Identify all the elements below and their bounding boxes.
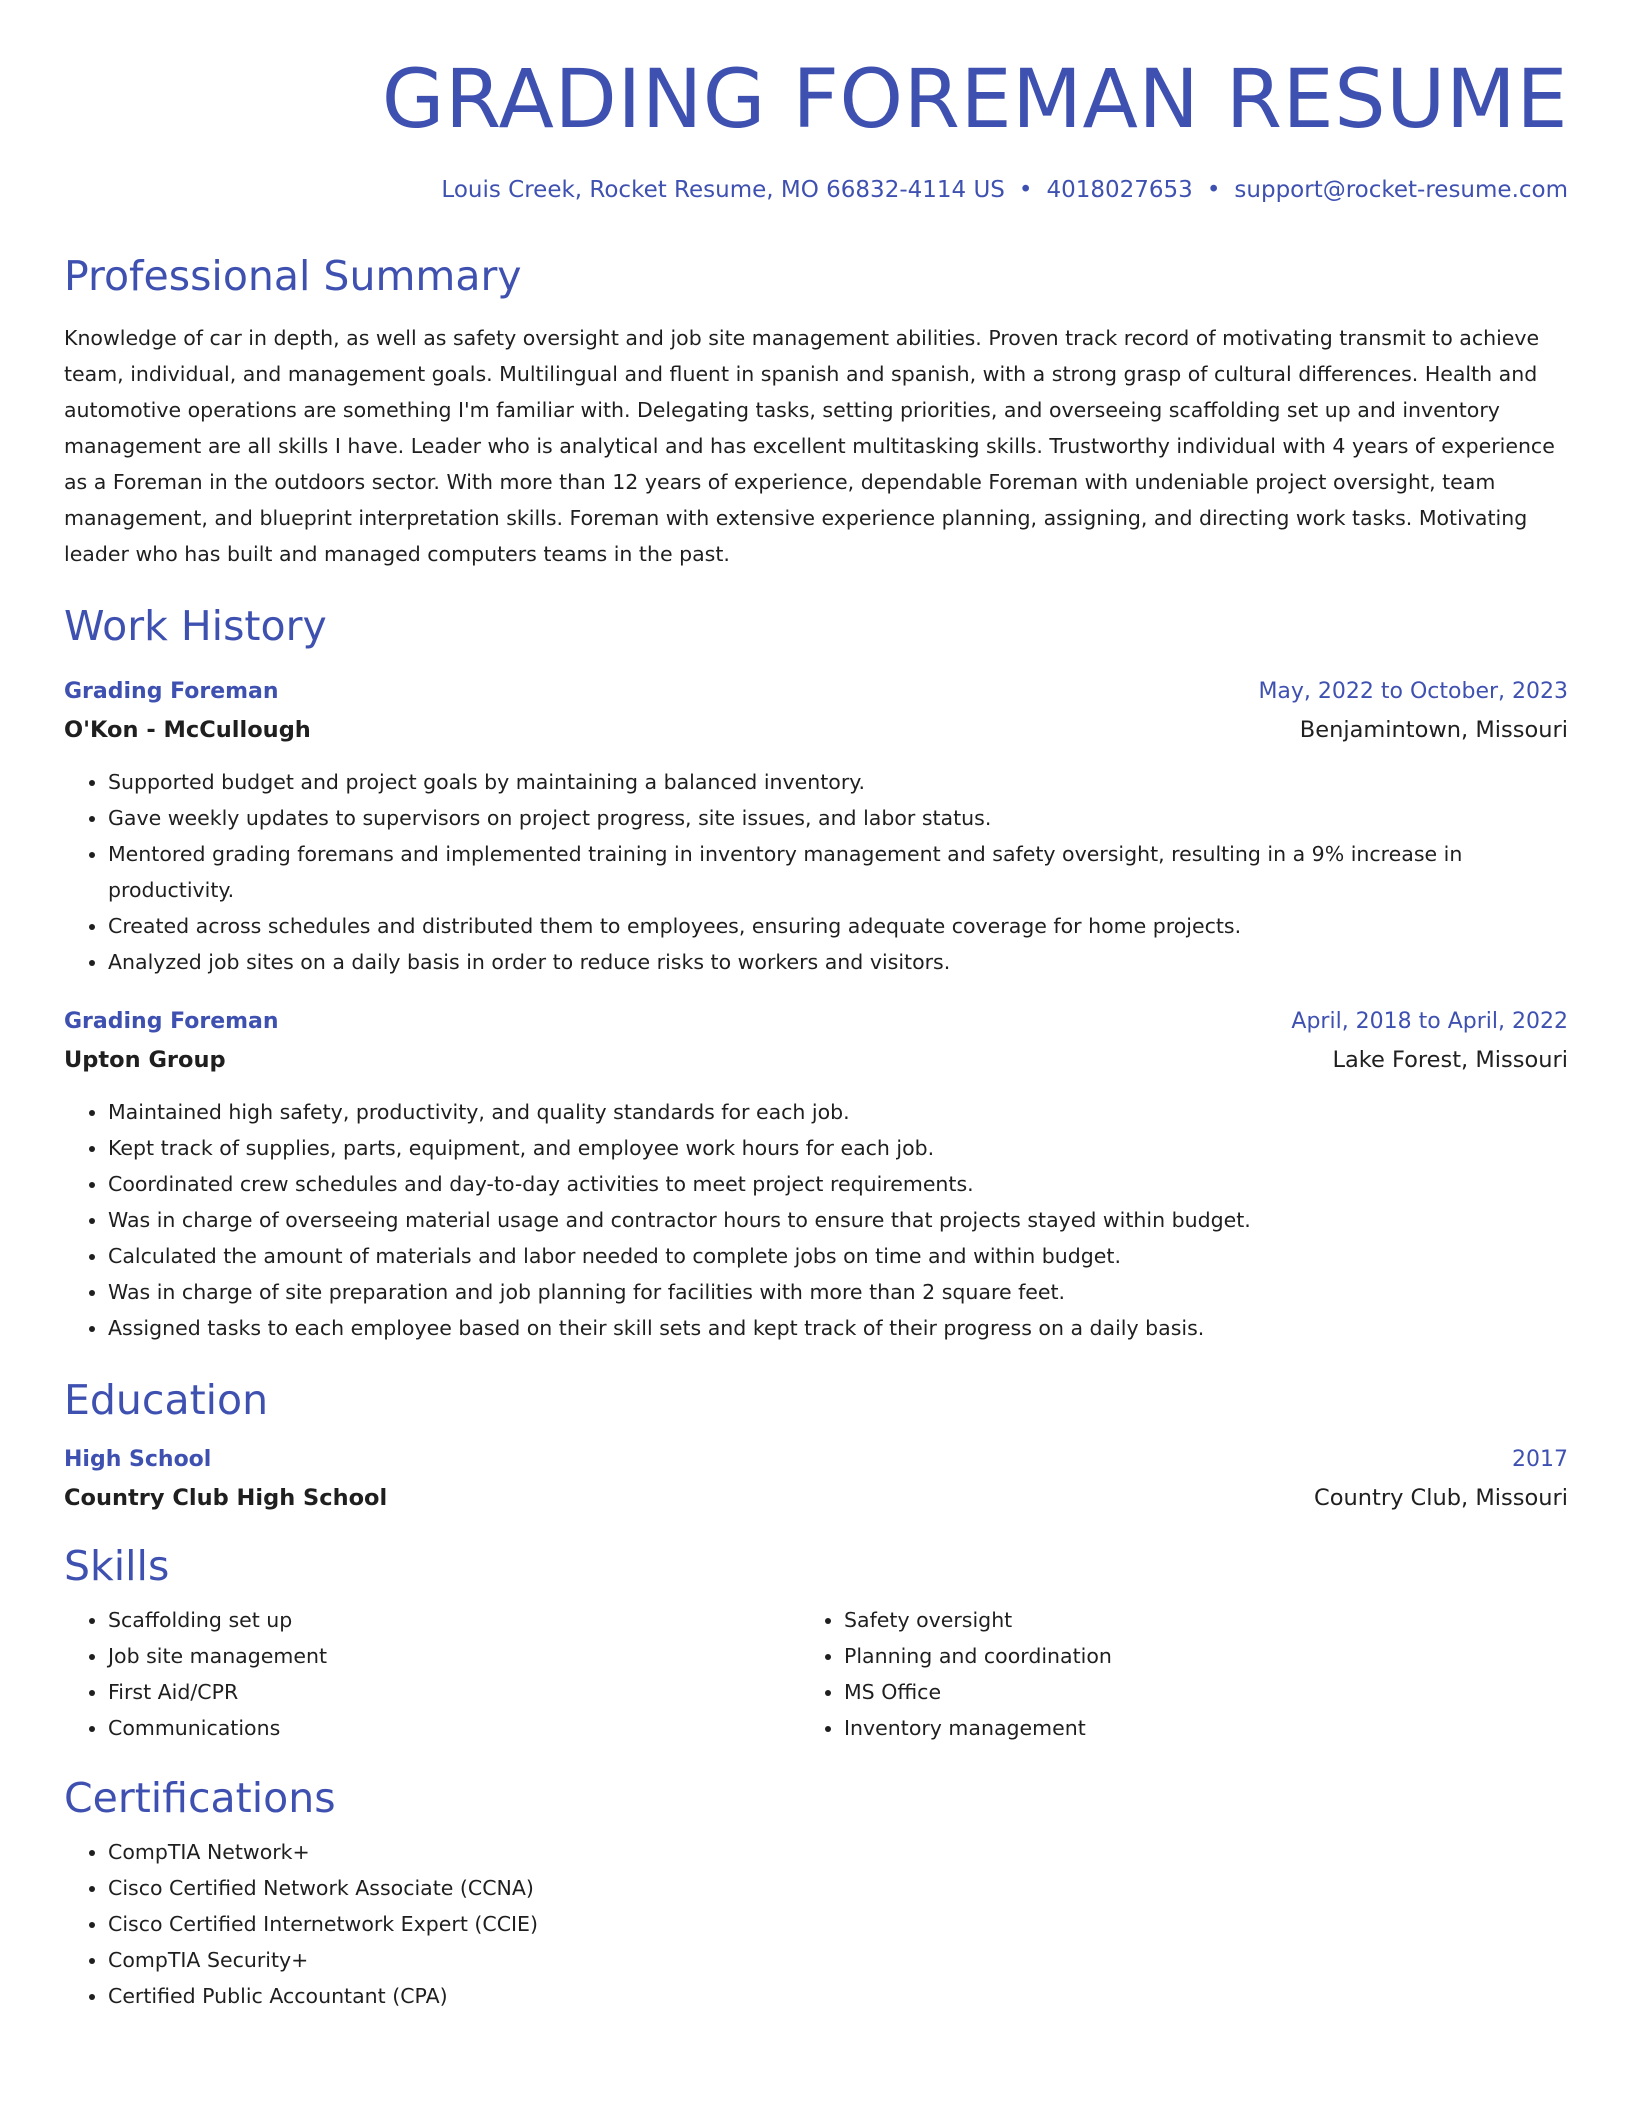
job-title: Grading Foreman — [64, 1009, 279, 1034]
separator-dot: • — [1206, 177, 1221, 203]
contact-line — [64, 174, 1568, 206]
skill-item: • Job site management — [108, 1638, 800, 1674]
section-heading-education: Education — [64, 1376, 269, 1424]
job-bullet: • Was in charge of overseeing material usage and contractor hours to ensure that projects stayed within budget. — [108, 1202, 1568, 1238]
skills-column-right — [800, 1602, 1536, 1746]
section-heading-skills: Skills — [64, 1542, 170, 1590]
skill-item: • First Aid/CPR — [108, 1674, 800, 1710]
job-bullets — [64, 1094, 1568, 1346]
contact-address: Louis Creek, Rocket Resume, MO 66832-4114 US — [441, 177, 1005, 203]
skills-list — [64, 1602, 1568, 1746]
job-entry — [64, 674, 1568, 980]
job-header-row — [64, 674, 1568, 710]
job-location: Benjamintown, Missouri — [1299, 717, 1568, 743]
resume-title: GRADING FOREMAN RESUME — [381, 53, 1568, 147]
job-bullet: • Maintained high safety, productivity, and quality standards for each job. — [108, 1094, 1568, 1130]
job-dates: April, 2018 to April, 2022 — [1291, 1009, 1568, 1034]
education-year: 2017 — [1512, 1447, 1568, 1472]
job-location: Lake Forest, Missouri — [1332, 1047, 1568, 1073]
skills-column-left — [64, 1602, 800, 1746]
certification-item: • CompTIA Network+ — [108, 1834, 1568, 1870]
education-header-row — [64, 1442, 1568, 1478]
certification-item: • Cisco Certified Internetwork Expert (CCIE) — [108, 1906, 1568, 1942]
certifications-list — [64, 1834, 1568, 2014]
section-heading-certifications: Certifications — [64, 1774, 336, 1822]
job-bullet: • Created across schedules and distributed them to employees, ensuring adequate coverage for home projects. — [108, 908, 1568, 944]
education-degree: High School — [64, 1447, 212, 1472]
education-school: Country Club High School — [64, 1485, 388, 1511]
job-company: O'Kon - McCullough — [64, 717, 311, 743]
job-bullet: • Analyzed job sites on a daily basis in order to reduce risks to workers and visitors. — [108, 944, 1568, 980]
certification-item: • Certified Public Accountant (CPA) — [108, 1978, 1568, 2014]
job-company-row — [64, 710, 1568, 750]
job-bullet: • Coordinated crew schedules and day-to-day activities to meet project requirements. — [108, 1166, 1568, 1202]
job-company: Upton Group — [64, 1047, 226, 1073]
summary-text: Knowledge of car in depth, as well as safety oversight and job site management abilities. Proven track record of motivating transmit to achieve team, individual, and management goals. Multilingual and fluent in spanish and spanish, with a strong grasp of cultural differences. Health and automotive operations are something I'm familiar with. Delegating tasks, setting priorities, and overseeing scaffolding set up and inventory management are all skills I have. Leader who is analytical and has excellent multitasking skills. Trustworthy individual with 4 years of experience as a Foreman in the outdoors sector. With more than 12 years of experience, dependable Foreman with undeniable project oversight, team management, and blueprint interpretation skills. Foreman with extensive experience planning, assigning, and directing work tasks. Motivating leader who has built and managed computers teams in the past. — [64, 326, 1555, 566]
skill-item: • Scaffolding set up — [108, 1602, 800, 1638]
job-title: Grading Foreman — [64, 679, 279, 704]
skill-item: • Safety oversight — [844, 1602, 1536, 1638]
section-heading-work-history: Work History — [64, 602, 327, 650]
skill-item: • MS Office — [844, 1674, 1536, 1710]
job-bullet: • Calculated the amount of materials and labor needed to complete jobs on time and within budget. — [108, 1238, 1568, 1274]
job-header-row — [64, 1004, 1568, 1040]
certification-item: • Cisco Certified Network Associate (CCNA) — [108, 1870, 1568, 1906]
separator-dot: • — [1018, 177, 1033, 203]
education-entry — [64, 1442, 1568, 1518]
job-bullet: • Assigned tasks to each employee based on their skill sets and kept track of their progress on a daily basis. — [108, 1310, 1568, 1346]
skill-item: • Planning and coordination — [844, 1638, 1536, 1674]
contact-phone: 4018027653 — [1046, 177, 1193, 203]
job-bullet: • Supported budget and project goals by maintaining a balanced inventory. — [108, 764, 1568, 800]
job-bullet: • Was in charge of site preparation and job planning for facilities with more than 2 square feet. — [108, 1274, 1568, 1310]
job-dates: May, 2022 to October, 2023 — [1258, 679, 1568, 704]
contact-email[interactable]: support@rocket-resume.com — [1234, 177, 1568, 203]
education-location: Country Club, Missouri — [1314, 1485, 1568, 1511]
job-bullets — [64, 764, 1568, 980]
skill-item: • Inventory management — [844, 1710, 1536, 1746]
skill-item: • Communications — [108, 1710, 800, 1746]
job-entry — [64, 1004, 1568, 1346]
section-heading-summary: Professional Summary — [64, 252, 522, 300]
certification-item: • CompTIA Security+ — [108, 1942, 1568, 1978]
job-bullet: • Mentored grading foremans and implemented training in inventory management and safety oversight, resulting in a 9% increase in productivity. — [108, 836, 1568, 908]
education-school-row — [64, 1478, 1568, 1518]
job-bullet: • Kept track of supplies, parts, equipment, and employee work hours for each job. — [108, 1130, 1568, 1166]
job-company-row — [64, 1040, 1568, 1080]
job-bullet: • Gave weekly updates to supervisors on project progress, site issues, and labor status. — [108, 800, 1568, 836]
